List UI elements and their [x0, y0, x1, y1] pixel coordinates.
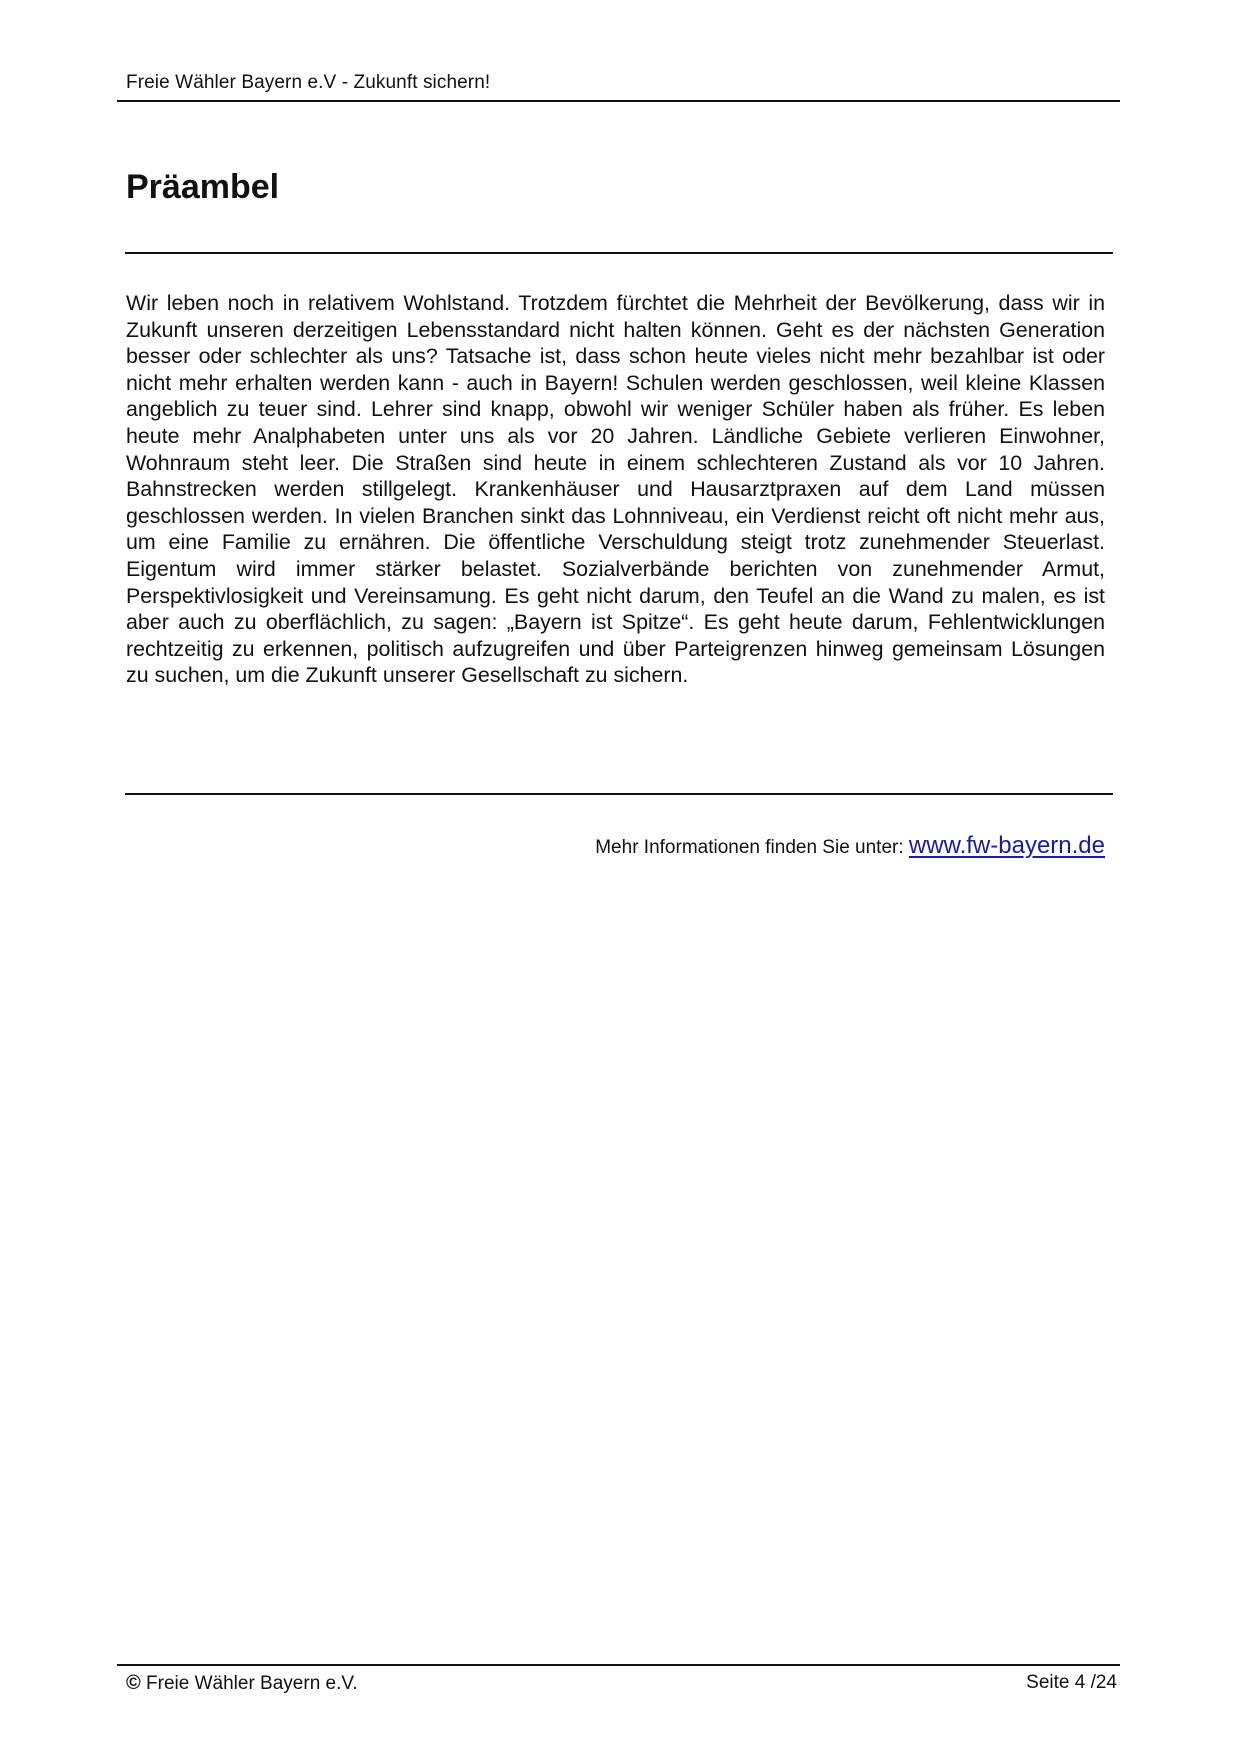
header-divider [117, 100, 1120, 102]
section-title: Präambel [126, 168, 280, 206]
footer-copyright [126, 1672, 358, 1695]
footer-divider [117, 1664, 1120, 1666]
footer-organization: Freie Wähler Bayern e.V. [146, 1673, 358, 1694]
copyright-icon: © [126, 1672, 141, 1694]
more-info-text: Mehr Informationen finden Sie unter: [595, 837, 909, 858]
page-header: Freie Wähler Bayern e.V - Zukunft sichern! [126, 72, 491, 93]
preamble-paragraph: Wir leben noch in relativem Wohlstand. Trotzdem fürchtet die Mehrheit der Bevölkerung, dass wir in Zukunft unseren derzeitigen Lebensstandard nicht halten können. Geht es der nächsten Generation besser oder schlechter als uns? Tatsache ist, dass schon heute vieles nicht mehr bezahlbar ist oder nicht mehr erhalten werden kann - auch in Bayern! Schulen werden geschlossen, weil kleine Klassen angeblich zu teuer sind. Lehrer sind knapp, obwohl wir weniger Schüler haben als früher. Es leben heute mehr Analphabeten unter uns als vor 20 Jahren. Ländliche Gebiete verlieren Einwohner, Wohnraum steht leer. Die Straßen sind heute in einem schlechteren Zustand als vor 10 Jahren. Bahnstrecken werden stillgelegt. Krankenhäuser und Hausarztpraxen auf dem Land müssen geschlossen werden. In vielen Branchen sinkt das Lohnniveau, ein Verdienst reicht oft nicht mehr aus, um eine Familie zu ernähren. Die öffentliche Verschuldung steigt trotz zunehmender Steuerlast. Eigentum wird immer stärker belastet. Sozialverbände berichten von zunehmender Armut, Perspektivlosigkeit und Vereinsamung. Es geht nicht darum, den Teufel an die Wand zu malen, es ist aber auch zu oberflächlich, zu sagen: „Bayern ist Spitze“. Es geht heute darum, Fehlentwicklungen rechtzeitig zu erkennen, politisch aufzugreifen und über Parteigrenzen hinweg gemeinsam Lösungen zu suchen, um die Zukunft unserer Gesellschaft zu sichern. [126, 291, 1105, 688]
section-end-divider [125, 793, 1113, 795]
website-link[interactable]: www.fw-bayern.de [908, 832, 1105, 859]
title-divider [125, 252, 1113, 254]
more-info-line [595, 832, 1105, 860]
page-number: Seite 4 /24 [1026, 1672, 1117, 1693]
